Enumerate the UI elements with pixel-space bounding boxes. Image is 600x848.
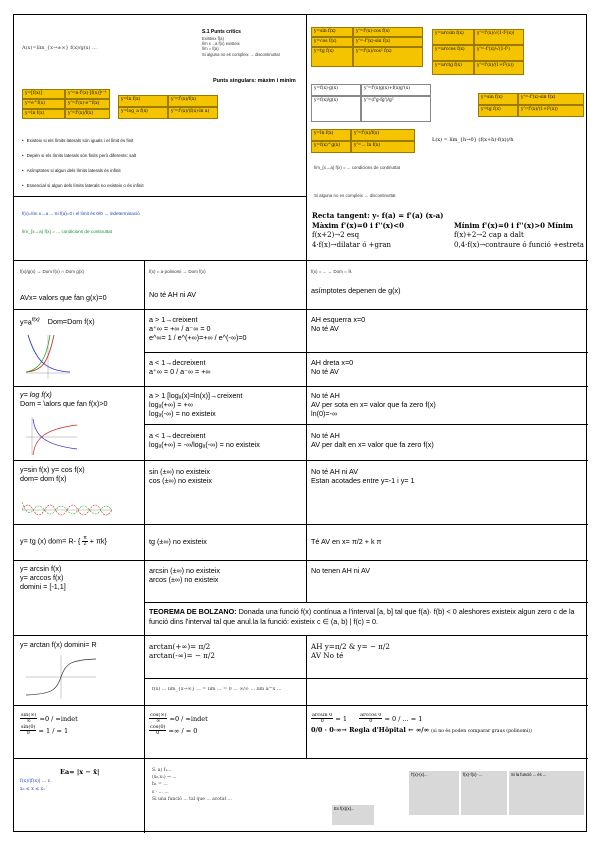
divider [306,15,307,260]
arc-limit-line: arcos (±∞) no existeix [149,575,219,584]
rolle-line: h₁ = ... [152,782,168,788]
mono-notes [314,193,584,199]
poly-title: f(x) = a·polinomi → Dom f(x) [149,269,206,274]
rule-left-deriv: y'=f'(x)·e^f(x) [65,99,110,109]
rational-title: f(x)/g(x) → Dom f(x) ∩ Dom g(x) [20,269,84,274]
sine-graph [22,499,112,521]
rule-pow-deriv: y'=... ln f(x) [351,141,415,153]
rolle-line: Si una funció ... tal que ... acotat ... [152,796,233,802]
rule-quot-deriv: y'=(f'g-fg')/g² [361,96,431,122]
divider [306,635,307,758]
divider [14,705,588,706]
continuity-item: lím = f(a) [202,46,219,52]
exp-decay-asym [311,358,581,376]
derivative-limit: L(x) = lím_{h→0} (f(x+h)-f(x))/h [432,137,514,143]
indet-text: =0 / =indet [169,714,208,723]
rule-extra-fn: y=tg f(x) [478,105,518,117]
log-growth-line: a > 1 [logₐ(x)=ln(x)]→creixent [149,391,243,400]
bullet-item: • Depèn si els límits laterals són finits però diferents: salt [22,153,302,159]
rule-left-fn: y=ln f(x) [22,109,65,119]
limit-notes [314,165,584,171]
exp-sup: f(x) [31,317,40,323]
rule-left-deriv: y'=f'(x)/f(x) [65,109,110,119]
rule-arc-fn: y=arcsin f(x) [432,29,474,45]
hopital-line [311,725,585,735]
rule-mid-fn: y=log_a f(x) [118,107,168,119]
rule-extra-deriv: y'=f'(x)/(1+f²(x)) [518,105,584,117]
log-asym-line: AV per sota en x= valor que fa zero f(x) [311,400,436,409]
asymptote-formula: A(x)=lím_{x→±∞} f(x)/g(x) ... [22,45,97,51]
rule-quot-fn: y=f(x)/g(x) [311,96,361,122]
divider [144,602,588,603]
stretch-left: 4·f(x)→dilatar ó +gran [312,240,392,249]
extrema-line [312,221,587,231]
divider [306,260,307,602]
arctan-asym-line: AH y=π/2 & y= − π/2 [311,642,390,651]
rule-trig-deriv: y'=f'(x)·cos f(x) [353,27,423,37]
trig-def-line: y=sin f(x) y= cos f(x) [20,465,85,474]
max-text: Màxim f'(x)=0 i f''(x)<0 [312,220,405,230]
arctan-limit-line: arctan(-∞)= − π/2 [149,651,215,660]
exp-growth-line: a⁺∞ = +∞ / a⁻∞ = 0 [149,324,211,333]
shift-up: f(x)+2→2 cap a dalt [454,230,524,239]
continuity-title: S.1 Punts crítics [202,29,241,35]
continuity-item: Existeix f(a) [202,35,224,41]
trig-limit-line: sin (±∞) no existeix [149,467,210,476]
log-graph [24,415,79,457]
frac-num: π [83,536,87,541]
log-asym-line: ln(0)=-∞ [311,409,338,418]
continuity-block [202,29,302,57]
rule-ln-deriv: y'=f'(x)/f(x) [351,129,415,141]
indet-line: $\frac{\cos(0)}{0}$ =∞ / = 0 [150,723,198,736]
log-decay-line: a < 1→decreixent [149,431,206,440]
exp-decay [149,358,304,376]
comp-title: f(x) = ... → Dom = ℝ [311,269,352,274]
arc-def-line: y= arcsin f(x) [20,564,62,573]
tangent-title: Recta tangent: y- f(a) = f'(a) (x-a) [312,211,444,220]
divider [14,196,306,197]
limit-line: f(x)=lím x→a ... Si f(a)=0 i el límit és 0/0 → indeterminació [22,211,140,216]
divider [14,309,588,310]
rational-av: AVx= valors que fan g(x)=0 [20,293,107,302]
arc-def-line: domini = [-1,1] [20,582,66,591]
stretch-right: 0,4·f(x)→contraure ó funció +estreta [454,240,584,249]
absolute-error: Ea= |x − x̄| [60,768,100,776]
exp-asym-line: No té AV [311,367,339,376]
limit-formulas: f(x) ... lím_{x→∞} ... = lím ... = 0 ... ∞/∞ ... lím a^x ... [152,687,282,692]
bolzano-theorem [149,607,585,627]
log-growth-line: logₐ(-∞) = no existeix [149,409,216,418]
divider [14,524,588,525]
tan-av: Té AV en x= π/2 + k π [311,537,382,546]
divider [144,260,145,833]
exp-def [20,317,142,326]
rule-left-deriv: y'=n·f'(x)·[f(x)]ⁿ⁻¹ [65,89,110,99]
bolzano-text: Donada una funció f(x) contínua a l'interval [a, b] tal que f(a)· f(b) < 0 aleshores existeix algun zero c de la funció dins l'interval tal que anul.la la funció: existeix c ∈ (a, b) | f(c) = 0. [149,607,575,627]
rule-mid-deriv: y'=f'(x)/f(x) [168,95,218,107]
divider [14,260,588,261]
log-def [20,390,142,408]
arctan-asym [311,642,581,660]
arc-indet-line: $\frac{\arcsin 0}{0}$ = 1 $\frac{\arccos 0}{0}$ = 0 / ... = 1 [312,713,423,725]
log-label: y= log f(x) [20,390,52,399]
divider [14,758,588,759]
exp-label: y=a [20,317,32,327]
limit-line: lím_{x→a} f(x) = ... condicions de continuïtat [22,228,113,234]
bolzano-title: TEOREMA DE BOLZANO: [149,607,237,616]
frac-den: 2 [83,541,87,548]
arc-def-line: y= arccos f(x) [20,573,64,582]
exp-growth [149,315,304,342]
note-image: Si la funció ... és ... [509,771,584,815]
rule-extra-deriv: y'=-f'(x)·sin f(x) [518,93,584,105]
interval: x₀ ≤ x ≤ x₁ [20,786,45,792]
shift-left: f(x+2)→2 esq [312,230,360,239]
rule-arc-deriv: y'=-f'(x)/√(1-f²) [474,45,524,61]
rolle-line: (x₀,x₁) → ... [152,775,177,781]
indet-text: =∞ / = 0 [168,726,198,735]
min-text: Mínim f'(x)=0 i f''(x)>0 Mínim [454,220,574,230]
indet-text: = 1 [335,714,348,723]
rule-ln-fn: y=ln f(x) [311,129,351,141]
singular-points: Punts singulars: màxim i mínim [213,78,296,84]
note-image: Ex f(x)(x)... [332,805,374,825]
arc-limit-line: arcsin (±∞) no existeix [149,566,220,575]
exp-growth-line: e^∞= 1 / e^(+∞)=+∞ / e^(-∞)=0 [149,333,247,342]
tan-prefix: y= tg (x) dom= R- { [20,536,81,546]
exp-graph [24,333,72,381]
trig-asym-line: No té AH ni AV [311,467,359,476]
note-image: f(x)·f(x)· ... [461,771,507,815]
arctan-def: y= arctan f(x) domini= R [20,640,97,649]
cheat-sheet [13,14,587,832]
stretch-line [312,241,587,251]
log-asym-line: No té AH [311,391,340,400]
rule-trig-fn: y=cos f(x) [311,37,353,47]
indet-text: = 1 / = 1 [38,726,69,735]
rule-arc-deriv: y'=f'(x)/√(1-f²(x)) [474,29,524,45]
rule-trig-fn: y=tg f(x) [311,47,353,67]
divider [14,560,588,561]
exp-asym-line: No té AV [311,324,339,333]
indet-text: =0 / =indet [39,714,78,723]
log-decay [149,431,304,449]
tan-limit: tg (±∞) no existeix [149,537,207,546]
rolle-block [152,767,302,803]
divider [14,386,588,387]
arctan-graph [26,655,96,699]
shift-line [312,231,587,241]
rule-left-fn: y=e^f(x) [22,99,65,109]
rolle-line: S. a) f₁... [152,768,172,773]
divider [144,424,588,425]
rule-mid-fn: y=ln f(x) [118,95,168,107]
arc-asym: No tenen AH ni AV [311,566,370,575]
bullet-item: • Existeix si els límits laterals són iguals i el límit és finit [22,138,302,144]
divider [144,352,588,353]
exp-domain: Dom=Dom f(x) [47,317,95,327]
error-block [20,767,142,794]
rule-arc-deriv: y'=f'(x)/(1+f²(x)) [474,61,524,75]
rule-left-fn: y=[f(x)] [22,89,65,99]
poly-no-asymptotes: No té AH ni AV [149,290,197,299]
hopital-note: (si no és poden comparar graus (polinomi)) [431,728,532,734]
pi-over-2 [82,536,87,548]
rule-trig-fn: y=sin f(x) [311,27,353,37]
log-growth-asym [311,391,581,418]
rule-trig-deriv: y'=f'(x)/cos² f(x) [353,47,423,67]
trig-def-line: dom= dom f(x) [20,474,67,483]
cos-indet [149,713,304,736]
rule-arc-fn: y=arccos f(x) [432,45,474,61]
arctan-limit-line: arctan(+∞)= π/2 [149,642,211,651]
log-asym-line: AV per dalt en x= valor que fa zero f(x) [311,440,434,449]
exp-asym-line: AH esquerra x=0 [311,315,366,324]
log-domain: Dom = \alors que fan f(x)>0 [20,399,108,408]
limit-note: lím_{x→a} f(x) = ... condicions de continuïtat [314,165,401,170]
hopital-rule: 0/0 · 0·∞→ Regla d'Hôpital ← ∞/∞ [311,725,430,734]
log-growth-line: logₐ(+∞) = +∞ [149,400,193,409]
indet-line: $\frac{\cos(\infty)}{\infty}$ =0 / =indet [150,713,208,725]
exp-growth-asym [311,315,581,333]
rule-trig-deriv: y'=-f'(x)·sin f(x) [353,37,423,47]
arc-def [20,564,142,591]
exp-asym-line: AH dreta x=0 [311,358,354,367]
rule-extra-fn: y=sin f(x) [478,93,518,105]
mono-note: Si alguna no es compleix → discontinuïtat [314,193,396,198]
divider [14,635,588,636]
divider [14,460,588,461]
note-image: f'(x)-(x)... [409,771,459,815]
trig-asym [311,467,581,485]
rolle-line: ε · ... ... [152,789,169,795]
tangent-block [312,211,587,251]
indet-line: $\frac{\sin(\infty)}{\infty}$ =0 / =indet [21,713,78,725]
exp-growth-line: a > 1→creixent [149,315,198,324]
arctan-limits [149,642,304,660]
bullet-item: • Essencial si algun dels límits laterals no existeix o és infinit [22,183,302,189]
log-asym-line: No té AH [311,431,340,440]
tan-def [20,536,142,548]
trig-limit-line: cos (±∞) no existeix [149,476,212,485]
arctan-asym-line: AV No té [311,651,344,660]
discontinuity-list [22,138,302,188]
rule-prod-deriv: y'=f'(x)g(x)+f(x)g'(x) [361,84,431,96]
indet-line: $\frac{\sin(0)}{0}$ = 1 / = 1 [21,723,69,736]
indet-text: = 0 / ... = 1 [384,714,423,723]
log-growth [149,391,304,418]
continuity-item: lím x→a f(x) existeix [202,40,240,46]
relative-error: f(x)/|f(x)| ... ε [20,779,51,785]
rule-mid-deriv: y'=f'(x)/(f(x)·ln a) [168,107,218,119]
hopital-block [311,713,585,735]
divider [144,678,588,679]
trig-asym-line: Estan acotades entre y=-1 i y= 1 [311,476,415,485]
limit-block [22,211,302,235]
bullet-item: • Asímptotes si algun dels límits laterals és infinit [22,168,302,174]
rule-pow-fn: y=f(x)^g(x) [311,141,351,153]
log-decay-asym [311,431,581,449]
trig-indet [20,713,142,736]
exp-decay-line: a < 1→decreixent [149,358,206,367]
log-decay-line: logₐ(+∞) = -∞/logₐ(-∞) = no existeix [149,440,260,449]
rule-prod-fn: y=f(x)·g(x) [311,84,361,96]
arc-limits [149,566,304,584]
trig-def [20,465,142,483]
tan-suffix: + πk} [89,536,107,546]
continuity-item: Si alguna no es compleix → discontinuïtat [202,51,280,57]
exp-decay-line: a⁺∞ = 0 / a⁻∞ = +∞ [149,367,211,376]
comp-asymptotes: asímptotes depenen de g(x) [311,286,401,295]
trig-limits [149,467,304,485]
rule-arc-fn: y=arctg f(x) [432,61,474,75]
